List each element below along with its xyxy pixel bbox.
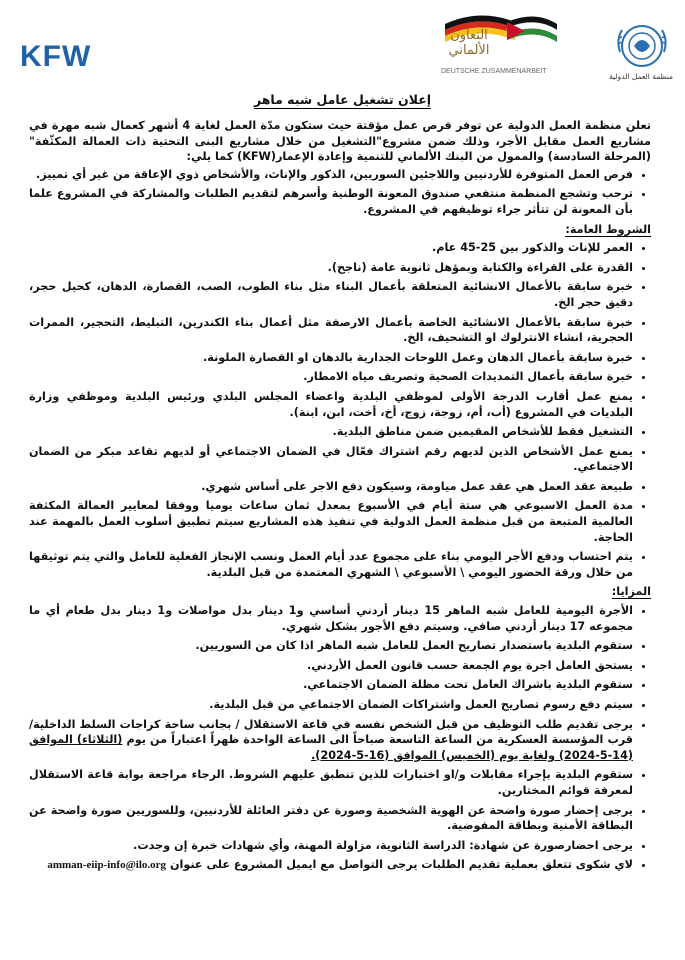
list-item: • يمنع عمل أقارب الدرجة الأولى لموظفي البلدية واعضاء المجلس البلدي ورئيس البلدية وموظفي وزارة البلديات في المشروع (أب، أم، زوجة، زوج، أخ، أخت، ابن، ابنة). <box>29 389 633 420</box>
page-title <box>0 89 685 108</box>
giz-logo <box>395 10 565 80</box>
list-item: • يمنع عمل الأشخاص الذين لديهم رقم اشتراك فعّال في الضمان الاجتماعي أو لديهم تقاعد مبكر من الضمان الاجتماعي. <box>29 444 633 475</box>
announcement-body <box>29 118 651 878</box>
apply-text: يرجى تقديم طلب التوظيف من قبل الشخص نفسه في قاعة الاستقلال / بجانب ساحة كراجات السلط الداخلية/قرب المؤسسة العسكرية من الساعة التاسعة صباحاً الى الساعة الواحدة ظهراً اعتباراً من يوم <box>29 717 634 747</box>
contact-text: لاي شكوى تتعلق بعملية تقديم الطلبات يرجى التواصل مع ايميل المشروع على عنوان <box>169 858 633 872</box>
ilo-caption: منظمة العمل الدولية <box>608 72 673 81</box>
page-title-text: إعلان تشغيل عامل شبه ماهر <box>253 92 432 107</box>
list-item: • ستقوم البلدية باستصدار تصاريح العمل للعامل شبه الماهر اذا كان من السوريين. <box>29 638 633 654</box>
list-item: • خبرة سابقة بالأعمال الانشائية الخاصة بأعمال الارصفة مثل أعمال بناء الكندرين، التبليط، التحجير، الممرات الحجرية، انشاء الانترلوك او التشحيف، الخ. <box>29 315 633 346</box>
section-heading-benefits: المزايا: <box>611 585 651 599</box>
list-item: • خبرة سابقة بالأعمال الانشائية المتعلقة بأعمال البناء مثل بناء الطوب، الصب، القصارة، الدهان، كحيل حجر، دقيق حجر الخ. <box>29 279 633 310</box>
list-item: • ترحب وتشجع المنظمة منتفعي صندوق المعونة الوطنية وأسرهم لتقديم الطلبات والمشاركة في المشروع علما بأن المعونة لن تتأثر جراء توظيفهم في المشروع. <box>29 186 633 217</box>
list-item: • يتم احتساب ودفع الأجر اليومي بناء على مجموع عدد أيام العمل ونسب الإنجاز الفعلية للعامل والتي يتم توثيقها من خلال ورقة الحضور اليومي \ الأسبوعي \ الشهري المعتمدة من قبل البلدية. <box>29 549 633 580</box>
contact-email-link[interactable]: amman-eiip-info@ilo.org <box>47 859 167 872</box>
list-item-apply <box>29 717 633 764</box>
list-item: • القدرة على القراءة والكتابة وبمؤهل ثانوية عامة (ناجح). <box>29 260 633 276</box>
list-item: • خبرة سابقة بأعمال الدهان وعمل اللوحات الجدارية بالدهان او القصارة الملونة. <box>29 350 633 366</box>
giz-arabic-text: التعاون الألماني <box>448 28 490 58</box>
giz-english-text: DEUTSCHE ZUSAMMENARBEIT <box>441 68 547 75</box>
list-item: • ستقوم البلدية بإجراء مقابلات و/او اختبارات للذين تنطبق عليهم الشروط. الرجاء مراجعة بوابة قاعة الاستقلال لمعرفة قوائم المختارين. <box>29 767 633 798</box>
benefits-list <box>29 603 651 874</box>
list-item: • يستحق العامل اجرة يوم الجمعة حسب قانون العمل الأردني. <box>29 658 633 674</box>
apply-dates: (الثلاثاء) الموافق (14-5-2024) ولغاية يوم (الخميس) الموافق (16-5-2024). <box>29 733 633 762</box>
kfw-logo: KFW <box>20 40 92 73</box>
list-item: • الأجرة اليومية للعامل شبه الماهر 15 دينار أردني أساسي و1 دينار بدل مواصلات و1 دينار بدل طعام أي ما مجموعه 17 دينار أردني صافي. وسيتم دفع الأجور بشكل شهري. <box>29 603 633 634</box>
list-item: • العمر للإناث والذكور بين 25-45 عام. <box>29 240 633 256</box>
list-item: • ستقوم البلدية باشراك العامل تحت مظلة الضمان الاجتماعي. <box>29 677 633 693</box>
list-item: • يرجى احضارصورة عن شهادة: الدراسة الثانوية، مزاولة المهنة، وأي شهادات خبرة إن وجدت. <box>29 838 633 854</box>
intro-list <box>29 167 651 218</box>
list-item-contact <box>29 857 633 874</box>
list-item: • يرجى إحضار صورة واضحة عن الهوية الشخصية وصورة عن دفتر العائلة للأردنيين، وللسوريين صورة واضحة عن البطاقة الأمنية وبطاقة المفوضية. <box>29 803 633 834</box>
list-item: • مدة العمل الاسبوعي هي ستة أيام في الأسبوع بمعدل ثمان ساعات يوميا ووفقا لمعايير العمالة المكثفة العالمية المتبعة من قبل منظمة العمل الدولية في تنفيذ هذه المشاريع سيتم تطبيق أسلوب العمل بالمهمة عند الحاجة. <box>29 498 633 545</box>
section-heading-general: الشروط العامة: <box>565 222 651 236</box>
list-item: • سيتم دفع رسوم تصاريح العمل واشتراكات الضمان الاجتماعي من قبل البلدية. <box>29 697 633 713</box>
intro-paragraph: تعلن منظمة العمل الدولية عن توفر فرص عمل مؤقتة حيث ستكون مدّة العمل لغاية 4 أشهر كعمال شبه مهرة في مشاريع العمل مقابل الأجر، وذلك ضمن مشروع"التشغيل من خلال مشاريع البنى التحتية ذات العمالة المكثّفة"(المرحلة السادسة) والممول من البنك الألماني للتنمية وإعادة الإعمار(KFW) كما يلي: <box>29 119 651 164</box>
list-item: • خبرة سابقة بأعمال التمديدات الصحية وتصريف مياه الامطار. <box>29 369 633 385</box>
list-item: • التشغيل فقط للأشخاص المقيمين ضمن مناطق البلدية. <box>29 424 633 440</box>
list-item: • فرص العمل المتوفرة للأردنيين واللاجئين السوريين، الذكور والإناث، والأشخاص ذوي الإعاقة من غير أي تمييز. <box>29 167 633 183</box>
header <box>0 0 685 86</box>
list-item: • طبيعة عقد العمل هي عقد عمل مياومة، وسيكون دفع الاجر على أساس شهري. <box>29 479 633 495</box>
general-conditions-list <box>29 240 651 580</box>
